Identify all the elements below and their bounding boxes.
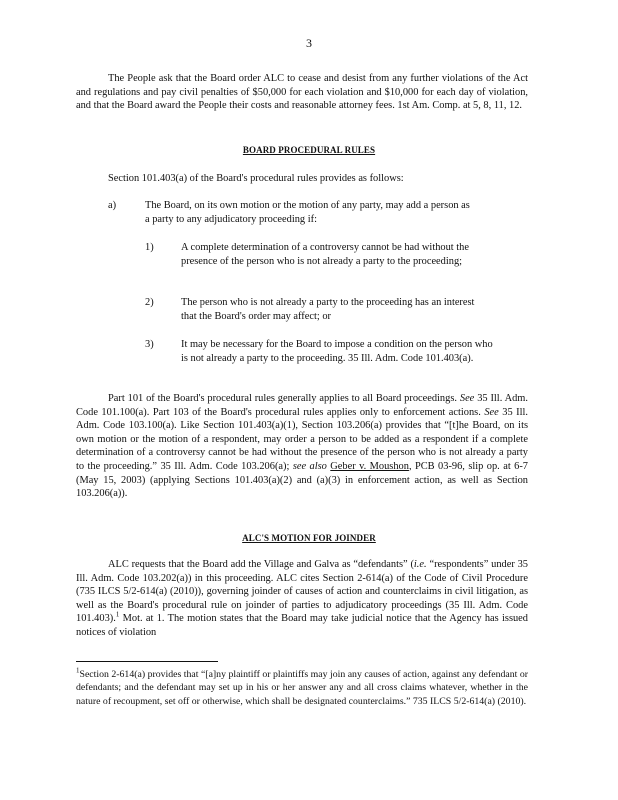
alc-text-3: Mot. at 1. The motion states that the Board may take judicial notice that the Agency has issued notices of violation (76, 613, 528, 638)
rule-a-label: a) (108, 200, 117, 211)
paragraph-request: The People ask that the Board order ALC to cease and desist from any further violations of the Act and regulations and pay civil penalties of $50,000 for each violation and $10,000 for each day of violation, and that the Board award the People their costs and reasonable attorney fees. 1st Am. Comp. at 5, 8, 11, 12. (76, 73, 528, 112)
heading-rules-text: BOARD PROCEDURAL RULES (242, 145, 376, 155)
paragraph-alc-requests (76, 558, 528, 640)
page-number: 3 (306, 36, 312, 50)
rule-item-2-text: The person who is not already a party to the proceeding has an interest that the Board's order may affect; or (181, 297, 475, 322)
rule-item-3-text: It may be necessary for the Board to impose a condition on the person who is not already a party to the proceeding. 35 Ill. Adm. Code 101.403(a). (181, 339, 493, 364)
part-text-1: Part 101 of the Board's procedural rules generally applies to all Board proceedings. (108, 393, 457, 404)
footnote-number: 1 (76, 666, 80, 675)
heading-board-procedural-rules (0, 145, 618, 155)
part-text-3: 35 Ill. Adm. Code 103.100(a). Like Section 101.403(a)(1), Section 103.206(a) provides that “[t]he Board, on its own motion or the motion of a respondent, may order a person to be added as a respondent if a complete determination of a controversy cannot be had without the presence of the person who is not already a party to the proceeding.” 35 Ill. Adm. Code 103.206(a); (76, 406, 528, 472)
part-text-2: 35 Ill. Adm. Code 101.100(a). Part 103 of the Board's procedural rules applies only to enforcement actions. (76, 393, 528, 418)
see-signal-1: See (459, 393, 475, 404)
rule-item-3-label: 3) (145, 339, 154, 350)
alc-text-2: “respondents” under 35 Ill. Adm. Code 103.202(a)) in this proceeding. ALC cites Section 2-614(a) of the Code of Civil Procedure (735 ILCS 5/2-614(a) (2010)), governing joinder of causes of action and counterclaims in civil litigation, as well as the Board's procedural rule on joinder of parties to adjudicatory proceedings (35 Ill. Adm. Code 101.403). (76, 559, 528, 625)
heading-motion-text: ALC'S MOTION FOR JOINDER (242, 533, 376, 543)
footnote-1 (76, 668, 528, 708)
ie-abbrev: i.e. (413, 559, 427, 570)
rule-a-text: The Board, on its own motion or the motion of any party, may add a person as a party to any adjudicatory proceeding if: (145, 200, 470, 225)
footnote-text: Section 2-614(a) provides that “[a]ny plaintiff or plaintiffs may join any causes of action, against any defendant or defendants; and the defendant may set up in his or her answer any and all cross claims whatever, whether in the nature of recoupment, set off or otherwise, which shall be designated counterclaims.” 735 ILCS 5/2-614(a) (2010). (76, 669, 528, 707)
footnote-separator (76, 661, 218, 662)
part-text-4: , PCB 03-96, slip op. at 6-7 (May 15, 2003) (applying Sections 101.403(a)(2) and (a)(3) in enforcement action, as well as Section 103.206(a)). (76, 460, 528, 500)
paragraph-part-101 (76, 392, 528, 501)
footnote-ref-1[interactable]: 1 (115, 610, 120, 619)
paragraph-section-intro: Section 101.403(a) of the Board's procedural rules provides as follows: (108, 173, 404, 184)
rule-item-1-label: 1) (145, 242, 154, 253)
alc-text-1: ALC requests that the Board add the Village and Galva as “defendants” ( (108, 559, 414, 570)
rule-item-2-label: 2) (145, 297, 154, 308)
rule-item-1-text: A complete determination of a controversy cannot be had without the presence of the person who is not already a party to the proceeding; (181, 242, 469, 267)
see-signal-2: See (484, 406, 499, 418)
case-name-geber: Geber v. Moushon (330, 460, 409, 472)
heading-alc-motion (0, 533, 618, 543)
see-also-signal: see also (292, 460, 327, 472)
